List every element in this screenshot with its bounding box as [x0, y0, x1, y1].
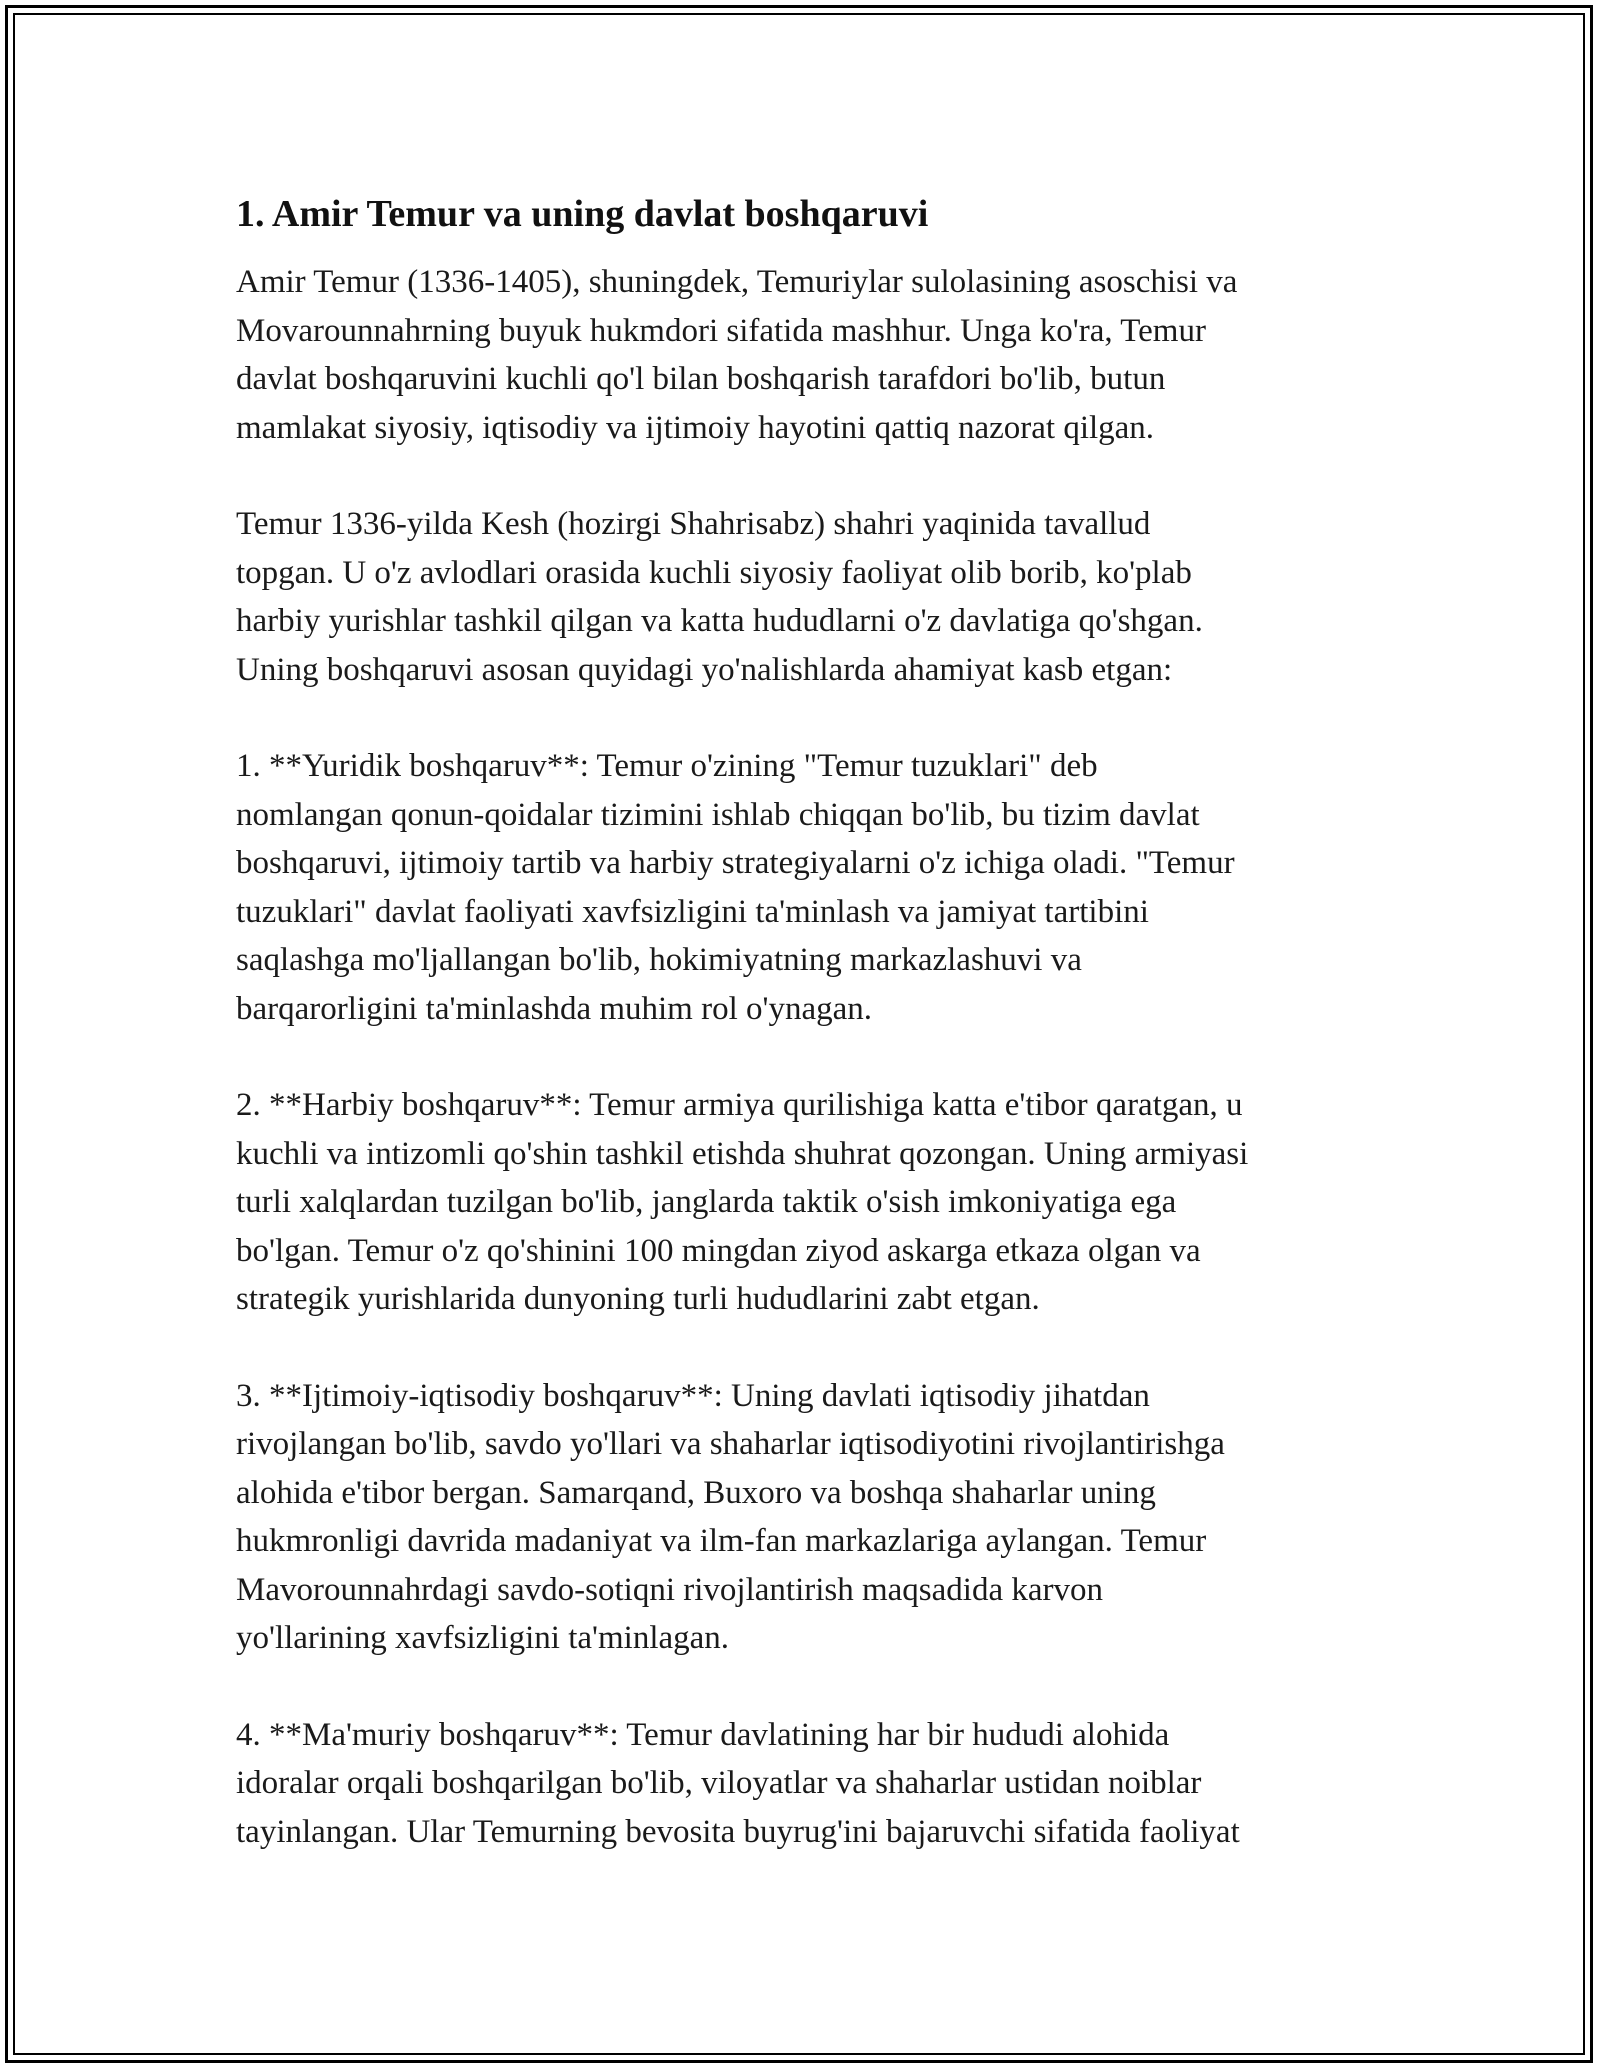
paragraph: [236, 500, 1386, 694]
paragraph-line: Uning boshqaruvi asosan quyidagi yo'nalishlarda ahamiyat kasb etgan:: [236, 651, 1173, 688]
paragraph-line: topgan. U o'z avlodlari orasida kuchli siyosiy faoliyat olib borib, ko'plab: [236, 554, 1192, 591]
section-heading: 1. Amir Temur va uning davlat boshqaruvi: [236, 193, 929, 235]
paragraph: [236, 1372, 1386, 1663]
paragraph: [236, 258, 1386, 452]
paragraph-line: harbiy yurishlar tashkil qilgan va katta hududlarni o'z davlatiga qo'shgan.: [236, 603, 1203, 639]
paragraph-line: strategik yurishlarida dunyoning turli hududlarini zabt etgan.: [236, 1281, 1040, 1317]
paragraph-line: idoralar orqali boshqarilgan bo'lib, viloyatlar va shaharlar ustidan noiblar: [236, 1765, 1202, 1801]
paragraph-line: Temur 1336-yilda Kesh (hozirgi Shahrisabz) shahri yaqinida tavallud: [236, 506, 1151, 542]
paragraph-list: [236, 258, 1386, 1856]
paragraph-line: yo'llarining xavfsizligini ta'minlagan.: [236, 1620, 730, 1656]
document-body: [236, 190, 1386, 1904]
paragraph-line: mamlakat siyosiy, iqtisodiy va ijtimoiy hayotini qattiq nazorat qilgan.: [236, 409, 1155, 446]
paragraph-line: rivojlangan bo'lib, savdo yo'llari va shaharlar iqtisodiyotini rivojlantirishga: [236, 1426, 1225, 1462]
paragraph-line: kuchli va intizomli qo'shin tashkil etishda shuhrat qozongan. Uning armiyasi: [236, 1135, 1249, 1172]
paragraph-line: turli xalqlardan tuzilgan bo'lib, janglarda taktik o'sish imkoniyatiga ega: [236, 1184, 1177, 1220]
paragraph-line: saqlashga mo'ljallangan bo'lib, hokimiyatning markazlashuvi va: [236, 942, 1082, 978]
paragraph-line: Mavorounnahrdagi savdo-sotiqni rivojlantirish maqsadida karvon: [236, 1571, 1103, 1608]
paragraph: [236, 1081, 1386, 1324]
paragraph-line: tayinlangan. Ular Temurning bevosita buyrug'ini bajaruvchi sifatida faoliyat: [236, 1813, 1240, 1850]
paragraph-line: nomlangan qonun-qoidalar tizimini ishlab chiqqan bo'lib, bu tizim davlat: [236, 796, 1200, 833]
paragraph-line: 4. **Ma'muriy boshqaruv**: Temur davlatining har bir hududi alohida: [236, 1716, 1170, 1753]
paragraph-line: 2. **Harbiy boshqaruv**: Temur armiya qurilishiga katta e'tibor qaratgan, u: [236, 1087, 1243, 1123]
paragraph-line: Amir Temur (1336-1405), shuningdek, Temuriylar sulolasining asoschisi va: [236, 264, 1238, 300]
paragraph-line: bo'lgan. Temur o'z qo'shinini 100 mingdan ziyod askarga etkaza olgan va: [236, 1232, 1201, 1269]
paragraph: [236, 1711, 1386, 1857]
paragraph-line: tuzuklari" davlat faoliyati xavfsizligini ta'minlash va jamiyat tartibini: [236, 893, 1149, 930]
paragraph-line: 3. **Ijtimoiy-iqtisodiy boshqaruv**: Uning davlati iqtisodiy jihatdan: [236, 1377, 1150, 1414]
paragraph-line: hukmronligi davrida madaniyat va ilm-fan markazlariga aylangan. Temur: [236, 1523, 1207, 1559]
paragraph: [236, 742, 1386, 1033]
paragraph-line: davlat boshqaruvini kuchli qo'l bilan boshqarish tarafdori bo'lib, butun: [236, 361, 1166, 397]
paragraph-line: barqarorligini ta'minlashda muhim rol o'ynagan.: [236, 990, 872, 1027]
paragraph-line: alohida e'tibor bergan. Samarqand, Buxoro va boshqa shaharlar uning: [236, 1474, 1156, 1511]
paragraph-line: 1. **Yuridik boshqaruv**: Temur o'zining "Temur tuzuklari" deb: [236, 748, 1098, 784]
paragraph-line: boshqaruvi, ijtimoiy tartib va harbiy strategiyalarni o'z ichiga oladi. "Temur: [236, 845, 1235, 881]
paragraph-line: Movarounnahrning buyuk hukmdori sifatida mashhur. Unga ko'ra, Temur: [236, 312, 1206, 349]
